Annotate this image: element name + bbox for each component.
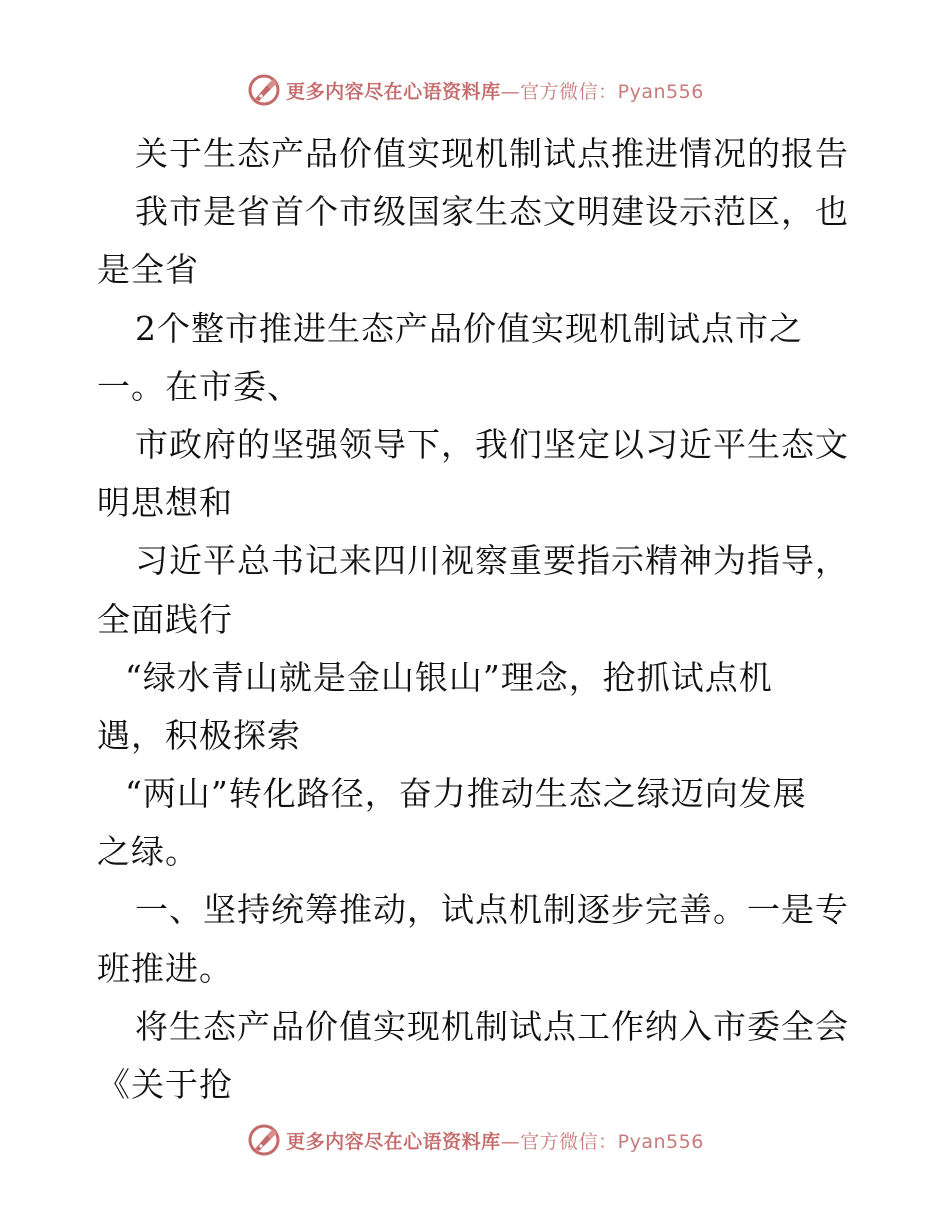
footer-separator: — [500,1130,521,1153]
section-heading-line: 一、坚持统筹推动，试点机制逐步完善。一是专 [135,890,849,930]
header-wechat-text: 官方微信：Pyan556 [520,80,704,103]
paragraph-line: 一。在市委、 [97,366,301,406]
footer-banner-text [286,1127,704,1154]
pen-nib-logo-icon [246,72,282,108]
document-body [97,125,857,1114]
paragraph-line: 明思想和 [97,483,233,523]
paragraph-line: “两山”转化路径，奋力推动生态之绿迈向发展 [125,774,807,814]
paragraph-line: 习近平总书记来四川视察重要指示精神为指导， [135,541,849,581]
paragraph-line: 遇，积极探索 [97,715,301,755]
header-site-text: 更多内容尽在心语资料库 [286,80,501,103]
paragraph-line: 《关于抢 [97,1065,233,1104]
document-title: 关于生态产品价值实现机制试点推进情况的报告 [135,134,849,173]
paragraph-line: 我市是省首个市级国家生态文明建设示范区，也 [135,192,849,232]
paragraph-line: 将生态产品价值实现机制试点工作纳入市委全会 [135,1006,849,1046]
header-separator: — [500,80,521,103]
footer-wechat-text: 官方微信：Pyan556 [520,1130,704,1153]
paragraph-line: “绿水青山就是金山银山”理念，抢抓试点机 [125,657,773,697]
header-banner [0,70,950,110]
header-banner-text [286,77,704,104]
paragraph-line: 全面践行 [97,599,233,639]
pen-nib-logo-icon [246,1122,282,1158]
paragraph-line: 班推进。 [97,948,233,988]
paragraph-line: 是全省 [97,250,199,290]
paragraph-line: 市政府的坚强领导下，我们坚定以习近平生态文 [135,424,849,464]
footer-banner [0,1120,950,1160]
paragraph-line: 之绿。 [97,832,199,872]
paragraph-line: 2个整市推进生态产品价值实现机制试点市之 [135,308,803,348]
footer-site-text: 更多内容尽在心语资料库 [286,1130,501,1153]
